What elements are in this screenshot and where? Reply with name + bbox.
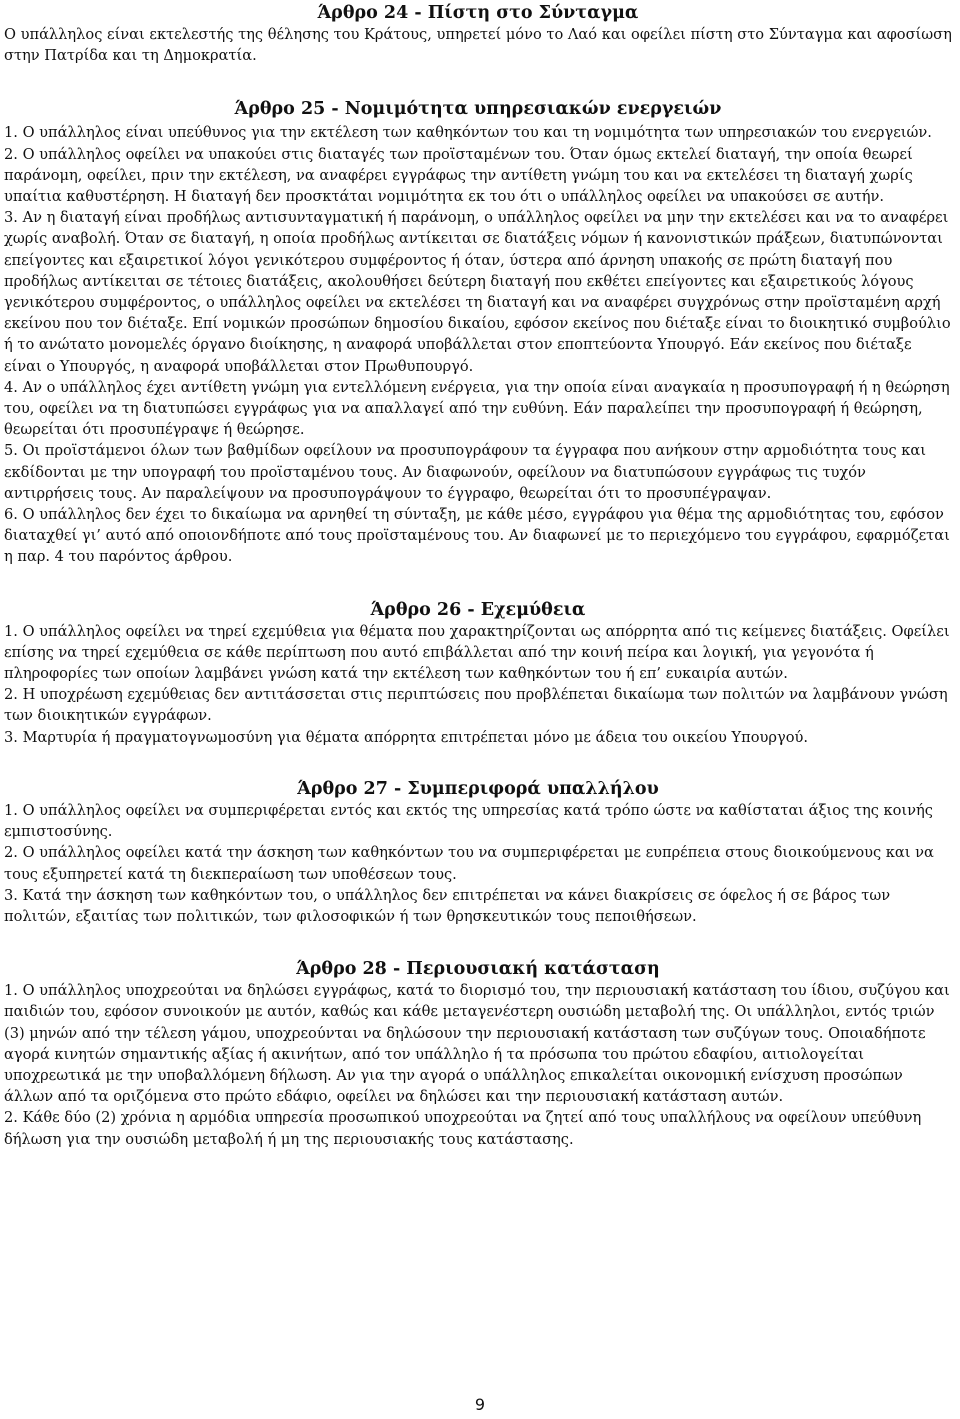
page-number: 9 — [474, 1395, 486, 1414]
article-25 — [4, 96, 952, 567]
article-paragraph: 1. Ο υπάλληλος υποχρεούται να δηλώσει εγγράφως, κατά το διορισμό του, την περιουσιακή κατάσταση του ίδιου, συζύγου και παιδιών του, εφόσον συνοικούν με αυτόν, καθώς και κάθε μεταγενέστερη ουσιώδη μεταβολή της. Οι υπάλληλοι, εντός τριών (3) μηνών από την τέλεση γάμου, υποχρεούνται να δηλώσουν την περιουσιακή κατάσταση των συζύγων τους. Οποιαδήποτε αγορά κινητών σημαντικής αξίας ή ακινήτων, από τον υπάλληλο ή τα πρόσωπα του πρώτου εδαφίου, αιτιολογείται υποχρεωτικά με την υποβαλλόμενη δήλωση. Αν για την αγορά ο υπάλληλος επικαλείται οικονομική ενίσχυση προσώπων άλλων από τα οριζόμενα στο πρώτο εδάφιο, οφείλει να δηλώσει και την περιουσιακή κατάσταση αυτών. — [4, 982, 950, 1106]
article-28 — [4, 956, 952, 1150]
article-paragraph: 1. Ο υπάλληλος οφείλει να τηρεί εχεμύθεια για θέματα που χαρακτηρίζονται ως απόρρητα από τις κείμενες διατάξεις. Οφείλει επίσης να τηρεί εχεμύθεια σε κάθε περίπτωση που αυτό επιβάλλεται από την κοινή πείρα και λογική, για γεγονότα ή πληροφορίες των οποίων λαμβάνει γνώση κατά την εκτέλεση των καθηκόντων του ή επ’ ευκαιρία αυτών. — [4, 622, 950, 683]
article-paragraph: 2. Ο υπάλληλος οφείλει κατά την άσκηση των καθηκόντων του να συμπεριφέρεται με ευπρέπεια στους διοικούμενους και να τους εξυπηρετεί κατά τη διεκπεραίωση των υποθέσεων τους. — [4, 844, 934, 883]
article-paragraph: 1. Ο υπάλληλος είναι υπεύθυνος για την εκτέλεση των καθηκόντων του και τη νομιμότητα των υπηρεσιακών του ενεργειών. — [4, 124, 932, 142]
article-24 — [4, 0, 952, 66]
article-paragraph: 2. Κάθε δύο (2) χρόνια η αρμόδια υπηρεσία προσωπικού υποχρεούται να ζητεί από τους υπαλλήλους να οφείλουν υπεύθυνη δήλωση για την ουσιώδη μεταβολή ή μη της περιουσιακής τους κατάστασης. — [4, 1109, 922, 1148]
article-paragraph: 2. Ο υπάλληλος οφείλει να υπακούει στις διαταγές των προϊσταμένων του. Όταν όμως εκτελεί διαταγή, την οποία θεωρεί παράνομη, οφείλει, πριν την εκτέλεση, να αναφέρει εγγράφως την αντίθετη γνώμη του και να εκτελέσει τη διαταγή χωρίς υπαίτια καθυστέρηση. Η διαταγή δεν προσκτάται νομιμότητα εκ του ότι ο υπάλληλος οφείλει να υπακούσει σε αυτήν. — [4, 145, 913, 206]
article-paragraph: 2. Η υποχρέωση εχεμύθειας δεν αντιτάσσεται στις περιπτώσεις που προβλέπεται δικαίωμα των πολιτών να λαμβάνουν γνώση των διοικητικών εγγράφων. — [4, 686, 948, 725]
article-heading: Άρθρο 27 - Συμπεριφορά υπαλλήλου — [297, 778, 659, 799]
article-paragraph: Ο υπάλληλος είναι εκτελεστής της θέλησης του Κράτους, υπηρετεί μόνο το Λαό και οφείλει πίστη στο Σύνταγμα και αφοσίωση στην Πατρίδα και τη Δημοκρατία. — [4, 26, 952, 65]
article-paragraph: 1. Ο υπάλληλος οφείλει να συμπεριφέρεται εντός και εκτός της υπηρεσίας κατά τρόπο ώστε να καθίσταται άξιος της κοινής εμπιστοσύνης. — [4, 801, 933, 841]
article-paragraph: 3. Κατά την άσκηση των καθηκόντων του, ο υπάλληλος δεν επιτρέπεται να κάνει διακρίσεις σε όφελος ή σε βάρος των πολιτών, εξαιτίας των πολιτικών, των φιλοσοφικών ή των θρησκευτικών τους πεποιθήσεων. — [4, 886, 891, 925]
article-paragraph: 3. Μαρτυρία ή πραγματογνωμοσύνη για θέματα απόρρητα επιτρέπεται μόνο με άδεια του οικείου Υπουργού. — [4, 728, 809, 746]
article-paragraph: 5. Οι προϊστάμενοι όλων των βαθμίδων οφείλουν να προσυπογράφουν τα έγγραφα που ανήκουν στην αρμοδιότητα τους και εκδίδονται με την υπογραφή του προϊσταμένου τους. Αν διαφωνούν, οφείλουν να διατυπώσουν εγγράφως τις τυχόν αντιρρήσεις τους. Αν παραλείψουν να προσυπογράψουν το έγγραφο, θεωρείται ότι το προσυπέγραψαν. — [4, 442, 927, 502]
article-heading: Άρθρο 28 - Περιουσιακή κατάσταση — [296, 959, 660, 980]
article-paragraph: 3. Αν η διαταγή είναι προδήλως αντισυνταγματική ή παράνομη, ο υπάλληλος οφείλει να μην την εκτελέσει και να το αναφέρει χωρίς αναβολή. Όταν σε διαταγή, η οποία προδήλως αντίκειται σε διατάξεις νόμων ή κανονιστικών πράξεων, διατυπώνονται επείγοντες και εξαιρετικοί λόγοι γενικότερου συμφέροντος ή όταν, ύστερα από άρνηση υπακοής σε πρώτη διαταγή που προδήλως αντίκειται σε τέτοιες διατάξεις, ακολουθήσει δεύτερη διαταγή που εκθέτει επείγοντες και εξαιρετικούς λόγους γενικότερου συμφέροντος, ο υπάλληλος οφείλει να εκτελέσει τη διαταγή και να αναφέρει συγχρόνως στην προϊσταμένη αρχή εκείνου που τον διέταξε. Επί νομικών προσώπων δημοσίου δικαίου, εφόσον εκείνος που διέταξε είναι το διοικητικό συμβούλιο ή το ανώτατο μονομελές όργανο διοίκησης, η αναφορά υποβάλλεται στον εποπτεύοντα Υπουργό. Εάν εκείνος που διέταξε είναι ο Υπουργός, η αναφορά υποβάλλεται στον Πρωθυπουργό. — [4, 209, 951, 375]
article-paragraph: 6. Ο υπάλληλος δεν έχει το δικαίωμα να αρνηθεί τη σύνταξη, με κάθε μέσο, εγγράφου για θέμα της αρμοδιότητας του, εφόσον διαταχθεί γι’ αυτό από οποιονδήποτε από τους προϊσταμένους του. Αν διαφωνεί με το περιεχόμενο του εγγράφου, εφαρμόζεται η παρ. 4 του παρόντος άρθρου. — [4, 506, 950, 566]
article-heading: Άρθρο 26 - Εχεμύθεια — [370, 599, 586, 620]
article-heading: Άρθρο 25 - Νομιμότητα υπηρεσιακών ενεργειών — [234, 99, 722, 120]
article-26 — [4, 597, 952, 748]
article-heading: Άρθρο 24 - Πίστη στο Σύνταγμα — [317, 3, 639, 23]
article-paragraph: 4. Αν ο υπάλληλος έχει αντίθετη γνώμη για εντελλόμενη ενέργεια, για την οποία είναι αναγκαία η προσυπογραφή ή η θεώρηση του, οφείλει να τη διατυπώσει εγγράφως για να απαλλαγεί από την ευθύνη. Εάν παραλείπει την προσυπογραφή ή θεώρηση, θεωρείται ότι προσυπέγραψε ή θεώρησε. — [4, 378, 950, 439]
article-27 — [4, 776, 952, 927]
